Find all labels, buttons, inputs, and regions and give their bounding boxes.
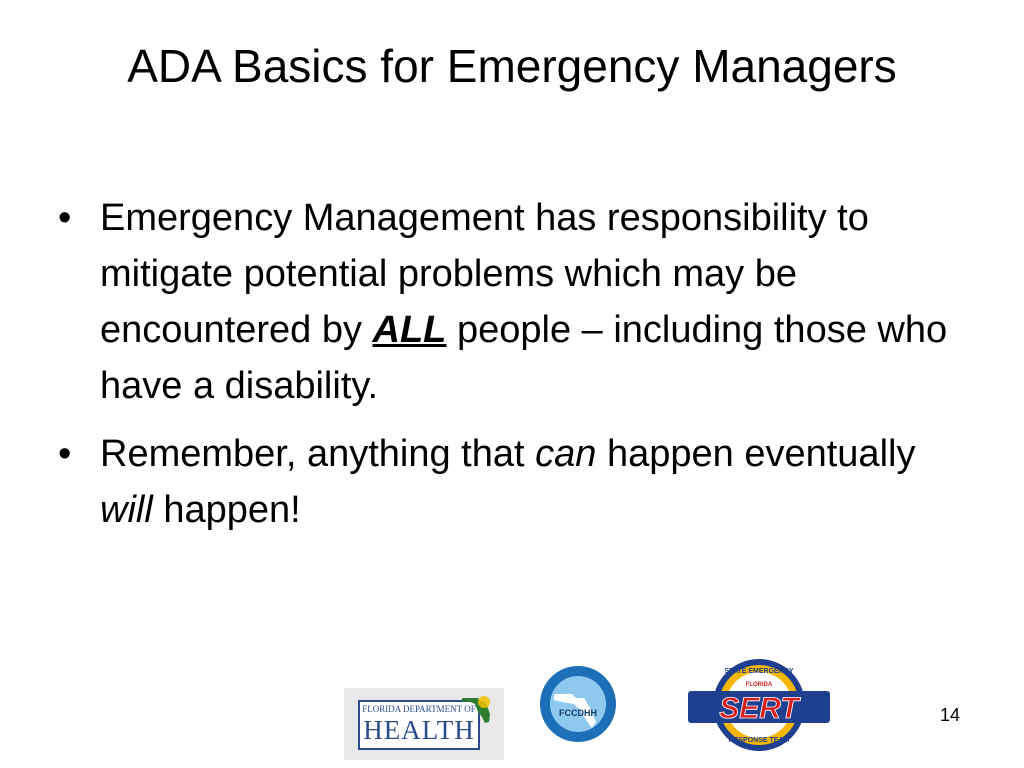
florida-state-shape-icon	[460, 692, 494, 726]
bullet-marker: •	[58, 433, 72, 475]
slide-footer	[0, 650, 1024, 768]
fccdhh-seal-icon	[538, 664, 618, 744]
sert-state-text: FLORIDA	[745, 682, 773, 688]
slide-title: ADA Basics for Emergency Managers	[127, 40, 897, 92]
bullet-item-ada-responsibility	[58, 190, 958, 414]
bullet-text-middle: happen eventually	[596, 433, 916, 475]
bullet-marker: •	[58, 197, 72, 239]
bullet-item-remember	[58, 426, 958, 538]
sert-top-text: STATE EMERGENCY	[724, 668, 794, 675]
fccdhh-acronym: FCCDHH	[559, 708, 597, 718]
bullet-text: Emergency Management has responsibility to mitigate potential problems which may be encountered by	[100, 197, 869, 351]
sert-main-text: SERT	[719, 692, 799, 725]
bullet-text-end: happen!	[152, 489, 301, 531]
page-number: 14	[940, 705, 961, 725]
sert-bottom-text: RESPONSE TEAM	[728, 737, 790, 744]
emphasis-will: will	[100, 489, 153, 531]
bullet-text: Remember, anything that	[100, 433, 536, 475]
sert-badge-icon	[684, 656, 834, 754]
bullet-text-continued: people – including those who have a disability.	[100, 309, 948, 407]
florida-health-logo	[344, 688, 504, 760]
emphasis-can: can	[535, 433, 597, 475]
health-name-text: HEALTH	[363, 715, 475, 745]
emphasis-all: ALL	[372, 309, 447, 351]
health-dept-text: FLORIDA DEPARTMENT OF	[362, 704, 476, 714]
bullet-list	[58, 190, 958, 550]
